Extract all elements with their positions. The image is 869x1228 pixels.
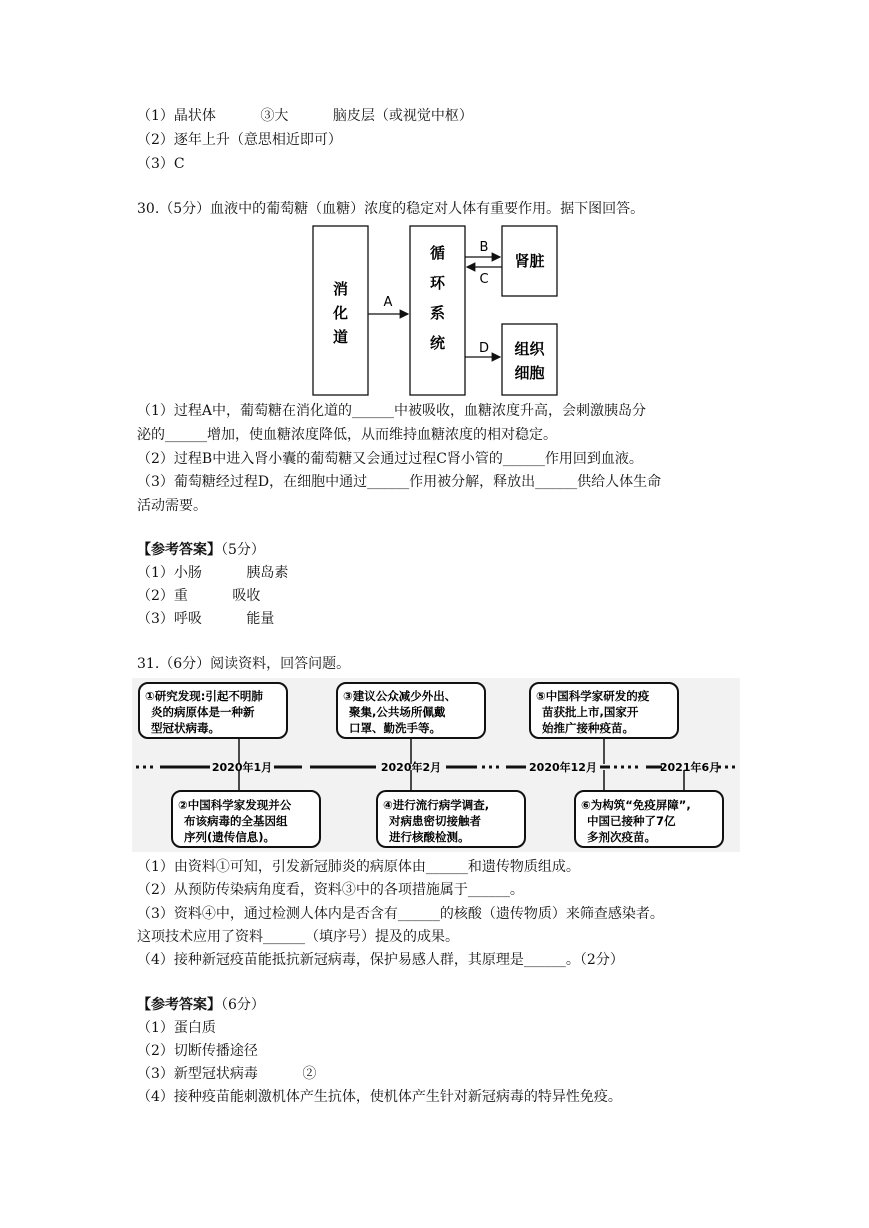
q30-answer-2: （2）重 吸收 <box>137 588 261 604</box>
prev-answer-1: （1）晶状体 ③大 脑皮层（或视觉中枢） <box>137 108 473 124</box>
material-2-line-1: ②中国科学家发现并公 <box>178 798 292 812</box>
material-1-line-2: 炎的病原体是一种新 <box>151 705 255 719</box>
prev-answer-2: （2）逐年上升（意思相近即可） <box>137 132 342 148</box>
material-5-line-3: 始推广接种疫苗。 <box>542 721 634 735</box>
q31-sub4: （4）接种新冠疫苗能抵抗新冠病毒，保护易感人群，其原理是______。（2分） <box>137 952 624 968</box>
digestive-char-2: 化 <box>332 304 349 322</box>
circ-char-1: 循 <box>429 244 446 262</box>
digestive-char-1: 消 <box>332 280 349 298</box>
material-1-line-3: 型冠状病毒。 <box>151 721 220 735</box>
q31-answer-3: （3）新型冠状病毒 ② <box>137 1066 317 1082</box>
box-tissue-cell <box>502 324 557 395</box>
q30-answer-3: （3）呼吸 能量 <box>137 611 275 627</box>
q30-answer-1: （1）小肠 胰岛素 <box>137 565 289 581</box>
q31-answer-1: （1）蛋白质 <box>137 1020 216 1036</box>
material-6-line-2: 中国已接种了7亿 <box>587 814 676 828</box>
q30-sub2: （2）过程B中进入肾小囊的葡萄糖又会通过过程C肾小管的______作用回到血液。 <box>137 451 643 467</box>
material-4-line-3: 进行核酸检测。 <box>389 830 470 844</box>
material-5-line-1: ⑤中国科学家研发的疫 <box>536 689 650 703</box>
q31-answer-2: （2）切断传播途径 <box>137 1043 258 1059</box>
answer-label: 【参考答案】 <box>137 542 221 558</box>
digestive-char-3: 道 <box>332 328 349 346</box>
material-3-line-2: 聚集,公共场所佩戴 <box>349 705 446 719</box>
q31-title: 31.（6分）阅读资料，回答问题。 <box>137 656 351 672</box>
circ-char-3: 系 <box>429 304 446 322</box>
q31-sub1: （1）由资料①可知，引发新冠肺炎的病原体由______和遗传物质组成。 <box>137 859 580 875</box>
label-a: A <box>383 295 393 310</box>
tissue-label-2: 细胞 <box>514 364 545 382</box>
q31-sub2: （2）从预防传染病角度看，资料③中的各项措施属于______。 <box>137 882 524 898</box>
answer-label: 【参考答案】 <box>137 997 221 1013</box>
q31-answer-4: （4）接种疫苗能刺激机体产生抗体，使机体产生针对新冠病毒的特异性免疫。 <box>137 1089 622 1105</box>
date-2021-6: 2021年6月 <box>659 761 721 774</box>
date-2020-2: 2020年2月 <box>380 761 442 774</box>
material-1-line-1: ①研究发现:引起不明肺 <box>145 689 263 703</box>
material-3-line-1: ③建议公众减少外出、 <box>343 689 457 703</box>
material-2-line-2: 布该病毒的全基因组 <box>184 814 288 828</box>
q31-sub3a: （3）资料④中，通过检测人体内是否含有______的核酸（遗传物质）来筛查感染者。 <box>137 906 664 922</box>
q30-sub3a: （3）葡萄糖经过程D，在细胞中通过______作用被分解，释放出______供给人体生命 <box>137 474 662 490</box>
q31-answer-heading <box>137 995 265 1015</box>
answer-score: （6分） <box>221 997 265 1013</box>
material-2-line-3: 序列(遗传信息)。 <box>184 830 276 844</box>
label-c: C <box>479 272 489 287</box>
date-2020-12: 2020年12月 <box>529 761 597 774</box>
prev-answer-3: （3）C <box>137 156 185 172</box>
material-6-line-1: ⑥为构筑“免疫屏障”, <box>581 798 691 812</box>
material-4-line-1: ④进行流行病学调查, <box>383 798 490 812</box>
q30-sub3b: 活动需要。 <box>137 498 207 514</box>
q30-sub1a: （1）过程A中，葡萄糖在消化道的______中被吸收，血糖浓度升高，会刺激胰岛分 <box>137 403 647 419</box>
tissue-label-1: 组织 <box>514 340 545 358</box>
circ-char-4: 统 <box>429 334 446 352</box>
q30-title: 30.（5分）血液中的葡萄糖（血糖）浓度的稳定对人体有重要作用。据下图回答。 <box>137 201 645 217</box>
material-5-line-2: 苗获批上市,国家开 <box>542 705 639 719</box>
answer-score: （5分） <box>221 542 265 558</box>
circ-char-2: 环 <box>429 274 446 292</box>
material-3-line-3: 口罩、勤洗手等。 <box>349 721 441 735</box>
q30-answer-heading <box>137 540 265 560</box>
label-d: D <box>478 341 490 356</box>
label-b: B <box>479 240 489 255</box>
q31-sub3b: 这项技术应用了资料______（填序号）提及的成果。 <box>137 929 459 945</box>
kidney-label: 肾脏 <box>514 252 545 270</box>
covid-timeline <box>132 678 740 852</box>
q30-sub1b: 泌的______增加，使血糖浓度降低，从而维持血糖浓度的相对稳定。 <box>137 427 557 443</box>
material-4-line-2: 对病患密切接触者 <box>389 814 481 828</box>
material-6-line-3: 多剂次疫苗。 <box>587 830 656 844</box>
glucose-diagram <box>300 222 570 400</box>
date-2020-1: 2020年1月 <box>211 761 273 774</box>
